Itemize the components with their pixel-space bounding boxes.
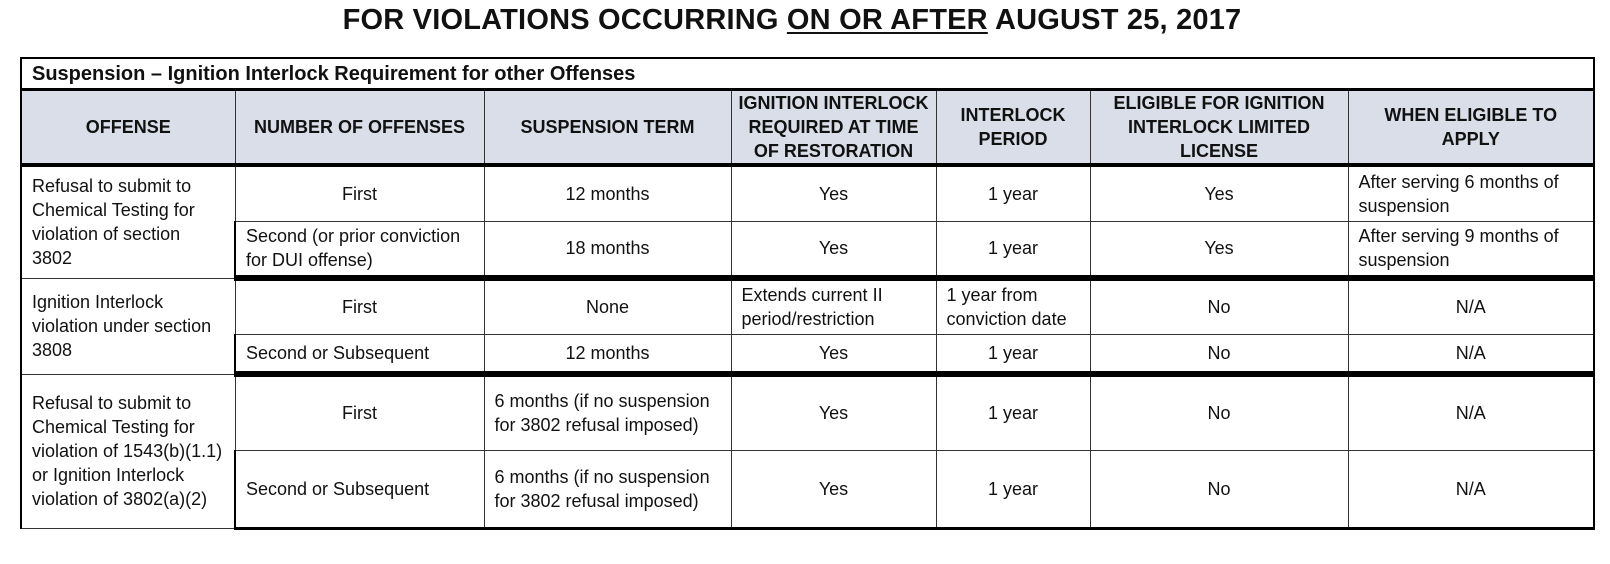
number-cell: First: [235, 374, 484, 450]
title-suffix: AUGUST 25, 2017: [987, 4, 1242, 36]
when-eligible-cell: N/A: [1348, 278, 1594, 334]
header-number-of-offenses: NUMBER OF OFFENSES: [235, 90, 484, 166]
offense-cell: Ignition Interlock violation under section 3808: [21, 278, 235, 374]
title-prefix: FOR VIOLATIONS OCCURRING: [342, 4, 787, 36]
suspension-cell: 12 months: [484, 165, 731, 221]
suspension-cell: 6 months (if no suspension for 3802 refusal imposed): [484, 374, 731, 450]
offense-cell: Refusal to submit to Chemical Testing for violation of section 3802: [21, 165, 235, 278]
page-title: [0, 4, 1584, 37]
interlock-required-cell: Yes: [731, 374, 936, 450]
interlock-period-cell: 1 year: [936, 450, 1090, 528]
header-interlock-required: IGNITION INTERLOCK REQUIRED AT TIME OF RESTORATION: [731, 90, 936, 166]
eligible-cell: No: [1090, 334, 1348, 374]
when-eligible-cell: N/A: [1348, 374, 1594, 450]
interlock-period-cell: 1 year: [936, 221, 1090, 278]
when-eligible-cell: N/A: [1348, 334, 1594, 374]
eligible-cell: No: [1090, 374, 1348, 450]
interlock-period-cell: 1 year: [936, 374, 1090, 450]
header-suspension-term: SUSPENSION TERM: [484, 90, 731, 166]
table-row: [21, 278, 1594, 334]
number-cell: First: [235, 278, 484, 334]
suspension-cell: 12 months: [484, 334, 731, 374]
table-caption: Suspension – Ignition Interlock Requirement for other Offenses: [21, 58, 1594, 90]
table-row: [21, 334, 1594, 374]
header-interlock-period: INTERLOCK PERIOD: [936, 90, 1090, 166]
header-when-eligible: WHEN ELIGIBLE TO APPLY: [1348, 90, 1594, 166]
interlock-period-cell: 1 year from conviction date: [936, 278, 1090, 334]
number-cell: Second or Subsequent: [235, 450, 484, 528]
eligible-cell: No: [1090, 450, 1348, 528]
when-eligible-cell: After serving 9 months of suspension: [1348, 221, 1594, 278]
interlock-required-cell: Yes: [731, 221, 936, 278]
suspension-cell: None: [484, 278, 731, 334]
table-row: [21, 374, 1594, 450]
title-underlined: ON OR AFTER: [786, 4, 988, 36]
interlock-required-cell: Yes: [731, 334, 936, 374]
eligible-cell: No: [1090, 278, 1348, 334]
when-eligible-cell: N/A: [1348, 450, 1594, 528]
suspension-cell: 6 months (if no suspension for 3802 refusal imposed): [484, 450, 731, 528]
table-row: [21, 221, 1594, 278]
number-cell: Second (or prior conviction for DUI offense): [235, 221, 484, 278]
interlock-required-cell: Extends current II period/restriction: [731, 278, 936, 334]
suspension-cell: 18 months: [484, 221, 731, 278]
interlock-period-cell: 1 year: [936, 165, 1090, 221]
when-eligible-cell: After serving 6 months of suspension: [1348, 165, 1594, 221]
table-row: [21, 165, 1594, 221]
interlock-period-cell: 1 year: [936, 334, 1090, 374]
number-cell: Second or Subsequent: [235, 334, 484, 374]
eligible-cell: Yes: [1090, 165, 1348, 221]
header-offense: OFFENSE: [21, 90, 235, 166]
number-cell: First: [235, 165, 484, 221]
table-row: [21, 450, 1594, 528]
header-eligible-limited-license: ELIGIBLE FOR IGNITION INTERLOCK LIMITED LICENSE: [1090, 90, 1348, 166]
suspension-table: [20, 57, 1595, 530]
eligible-cell: Yes: [1090, 221, 1348, 278]
interlock-required-cell: Yes: [731, 450, 936, 528]
interlock-required-cell: Yes: [731, 165, 936, 221]
offense-cell: Refusal to submit to Chemical Testing for violation of 1543(b)(1.1) or Ignition Interlock violation of 3802(a)(2): [21, 374, 235, 528]
